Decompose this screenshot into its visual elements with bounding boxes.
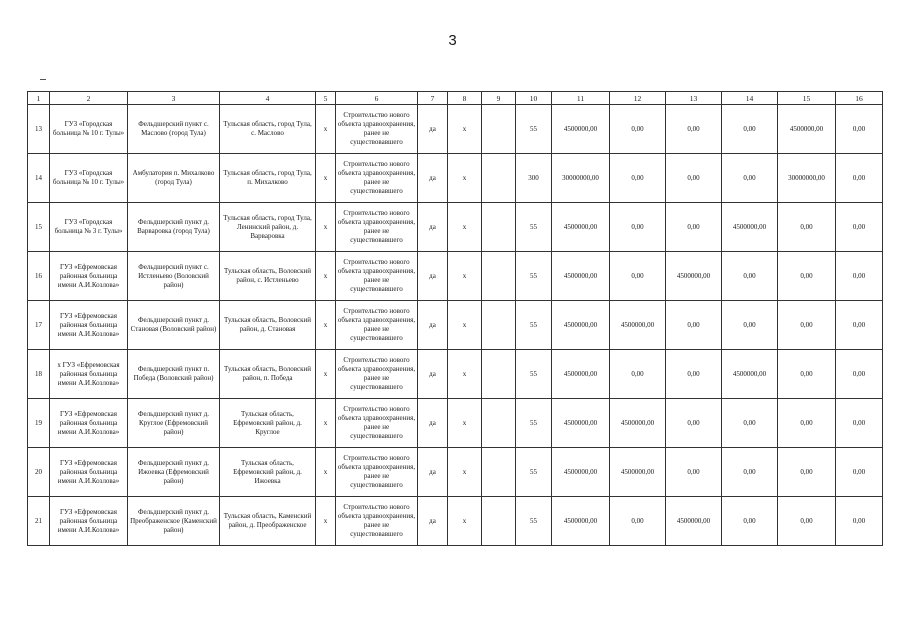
table-cell: Тульская область, Каменский район, д. Преображенское xyxy=(220,497,316,546)
table-cell: х xyxy=(316,301,336,350)
table-cell xyxy=(482,399,516,448)
column-header: 3 xyxy=(128,92,220,105)
table-cell: 0,00 xyxy=(836,497,883,546)
table-cell xyxy=(482,497,516,546)
table-cell: Амбулатория п. Михалково (город Тула) xyxy=(128,154,220,203)
table-cell: х xyxy=(448,105,482,154)
table-cell: 55 xyxy=(516,203,552,252)
table-cell xyxy=(482,448,516,497)
table-cell: 0,00 xyxy=(666,399,722,448)
table-cell: х xyxy=(316,497,336,546)
table-cell: 0,00 xyxy=(778,497,836,546)
table-cell: 0,00 xyxy=(778,203,836,252)
table-cell: 0,00 xyxy=(722,154,778,203)
table-cell: 4500000,00 xyxy=(722,350,778,399)
table-cell: 18 xyxy=(28,350,50,399)
table-cell: ГУЗ «Городская больница № 10 г. Тулы» xyxy=(50,105,128,154)
table-cell: 4500000,00 xyxy=(552,105,610,154)
column-header: 16 xyxy=(836,92,883,105)
table-cell: х xyxy=(448,252,482,301)
page-number: 3 xyxy=(448,32,457,49)
table-cell: 0,00 xyxy=(778,399,836,448)
table-cell: 0,00 xyxy=(666,448,722,497)
table-cell: 0,00 xyxy=(836,399,883,448)
table-cell: Строительство нового объекта здравоохранения, ранее не существовавшего xyxy=(336,497,418,546)
table-cell: 0,00 xyxy=(778,350,836,399)
table-cell: 16 xyxy=(28,252,50,301)
table-cell: 0,00 xyxy=(778,448,836,497)
table-cell: 0,00 xyxy=(666,105,722,154)
table-cell: Фельдшерский пункт д. Круглое (Ефремовский район) xyxy=(128,399,220,448)
column-header: 9 xyxy=(482,92,516,105)
table-cell xyxy=(482,203,516,252)
table-cell: да xyxy=(418,105,448,154)
table-cell xyxy=(482,252,516,301)
table-cell: х xyxy=(448,399,482,448)
table-cell: ГУЗ «Ефремовская районная больница имени А.И.Козлова» xyxy=(50,497,128,546)
table-cell xyxy=(482,154,516,203)
column-header: 4 xyxy=(220,92,316,105)
table-cell: Строительство нового объекта здравоохранения, ранее не существовавшего xyxy=(336,448,418,497)
table-cell: 4500000,00 xyxy=(552,497,610,546)
column-header: 14 xyxy=(722,92,778,105)
table-cell: Строительство нового объекта здравоохранения, ранее не существовавшего xyxy=(336,203,418,252)
table-cell: 0,00 xyxy=(836,154,883,203)
table-cell: Тульская область, Воловский район, д. Становая xyxy=(220,301,316,350)
table-cell: Фельдшерский пункт п. Победа (Воловский район) xyxy=(128,350,220,399)
column-header: 15 xyxy=(778,92,836,105)
table-cell: Тульская область, город Тула, с. Маслово xyxy=(220,105,316,154)
table-cell: х xyxy=(448,350,482,399)
table-cell: х xyxy=(316,399,336,448)
column-header: 11 xyxy=(552,92,610,105)
column-header: 12 xyxy=(610,92,666,105)
table-cell: 0,00 xyxy=(836,203,883,252)
table-cell: 4500000,00 xyxy=(610,448,666,497)
table-cell: 4500000,00 xyxy=(552,350,610,399)
table-cell: 4500000,00 xyxy=(552,448,610,497)
table-cell: ГУЗ «Городская больница № 10 г. Тулы» xyxy=(50,154,128,203)
table-cell: 0,00 xyxy=(722,301,778,350)
table-cell xyxy=(482,301,516,350)
table-cell: 0,00 xyxy=(666,203,722,252)
table-cell: да xyxy=(418,448,448,497)
table-cell: Тульская область, город Тула, Ленинский район, д. Варваровка xyxy=(220,203,316,252)
column-header: 5 xyxy=(316,92,336,105)
table-cell: х xyxy=(448,301,482,350)
table-cell: да xyxy=(418,350,448,399)
column-header: 6 xyxy=(336,92,418,105)
table-cell: х xyxy=(316,252,336,301)
table-cell: Фельдшерский пункт д. Варваровка (город Тула) xyxy=(128,203,220,252)
table-cell: 0,00 xyxy=(778,301,836,350)
table-cell xyxy=(482,350,516,399)
table-cell: х xyxy=(316,350,336,399)
table-cell: 4500000,00 xyxy=(552,399,610,448)
table-cell: Тульская область, Воловский район, п. Победа xyxy=(220,350,316,399)
table-cell: Фельдшерский пункт д. Становая (Воловский район) xyxy=(128,301,220,350)
table-cell: х xyxy=(316,448,336,497)
table-row xyxy=(28,399,883,448)
table-cell: Тульская область, Воловский район, с. Истленьево xyxy=(220,252,316,301)
table-cell: 0,00 xyxy=(610,203,666,252)
table-row xyxy=(28,203,883,252)
table-cell: 55 xyxy=(516,350,552,399)
table-cell: да xyxy=(418,203,448,252)
table-cell: Тульская область, Ефремовский район, д. Ижоевка xyxy=(220,448,316,497)
table-row xyxy=(28,350,883,399)
table-row xyxy=(28,448,883,497)
table-cell: 4500000,00 xyxy=(552,252,610,301)
table-cell: Строительство нового объекта здравоохранения, ранее не существовавшего xyxy=(336,399,418,448)
column-header: 10 xyxy=(516,92,552,105)
table-cell: Строительство нового объекта здравоохранения, ранее не существовавшего xyxy=(336,105,418,154)
table-cell: Строительство нового объекта здравоохранения, ранее не существовавшего xyxy=(336,301,418,350)
table-cell: 0,00 xyxy=(610,252,666,301)
table-row xyxy=(28,154,883,203)
table-cell: ГУЗ «Ефремовская районная больница имени А.И.Козлова» xyxy=(50,448,128,497)
table-row xyxy=(28,497,883,546)
table-cell: 20 xyxy=(28,448,50,497)
column-header: 1 xyxy=(28,92,50,105)
table-cell: 13 xyxy=(28,105,50,154)
table-cell: х ГУЗ «Ефремовская районная больница имени А.И.Козлова» xyxy=(50,350,128,399)
table-cell: Фельдшерский пункт д. Ижоевка (Ефремовский район) xyxy=(128,448,220,497)
table-cell: 55 xyxy=(516,301,552,350)
table-cell: Фельдшерский пункт д. Преображенское (Каменский район) xyxy=(128,497,220,546)
table-cell: да xyxy=(418,252,448,301)
table-cell: ГУЗ «Ефремовская районная больница имени А.И.Козлова» xyxy=(50,252,128,301)
table-cell: 0,00 xyxy=(778,252,836,301)
table-cell: 4500000,00 xyxy=(778,105,836,154)
table-cell: 30000000,00 xyxy=(552,154,610,203)
table-cell: 4500000,00 xyxy=(666,497,722,546)
table-cell: 0,00 xyxy=(836,301,883,350)
table-cell: 0,00 xyxy=(666,350,722,399)
table-cell: х xyxy=(448,448,482,497)
table-cell: 0,00 xyxy=(836,252,883,301)
margin-mark xyxy=(40,79,46,80)
table-cell: 300 xyxy=(516,154,552,203)
table-cell: 4500000,00 xyxy=(552,301,610,350)
column-header: 8 xyxy=(448,92,482,105)
column-header: 13 xyxy=(666,92,722,105)
table-cell: 55 xyxy=(516,448,552,497)
table-cell: Тульская область, Ефремовский район, д. Круглое xyxy=(220,399,316,448)
table-row xyxy=(28,105,883,154)
table-cell: 0,00 xyxy=(836,448,883,497)
table-cell: 0,00 xyxy=(722,497,778,546)
table-cell: ГУЗ «Городская больница № 3 г. Тулы» xyxy=(50,203,128,252)
document-table xyxy=(27,91,883,546)
table-cell: 0,00 xyxy=(610,105,666,154)
table-cell: Фельдшерский пункт с. Истленьево (Воловский район) xyxy=(128,252,220,301)
table-cell: 21 xyxy=(28,497,50,546)
table-cell: 4500000,00 xyxy=(610,301,666,350)
table-cell: 55 xyxy=(516,497,552,546)
column-header: 7 xyxy=(418,92,448,105)
table-cell: 4500000,00 xyxy=(610,399,666,448)
table-cell: х xyxy=(316,105,336,154)
table-cell: Строительство нового объекта здравоохранения, ранее не существовавшего xyxy=(336,154,418,203)
table-cell: 0,00 xyxy=(610,350,666,399)
table-cell: 0,00 xyxy=(722,105,778,154)
table-cell: Тульская область, город Тула, п. Михалково xyxy=(220,154,316,203)
header-row xyxy=(28,92,883,105)
table-cell: 0,00 xyxy=(836,105,883,154)
table-cell: 4500000,00 xyxy=(552,203,610,252)
table-cell: 14 xyxy=(28,154,50,203)
table-cell: 4500000,00 xyxy=(666,252,722,301)
table-row xyxy=(28,301,883,350)
table-cell xyxy=(482,105,516,154)
table-cell: 0,00 xyxy=(722,399,778,448)
table-cell: 55 xyxy=(516,105,552,154)
table-cell: 15 xyxy=(28,203,50,252)
table-cell: 0,00 xyxy=(836,350,883,399)
table-cell: Фельдшерский пункт с. Маслово (город Тула) xyxy=(128,105,220,154)
table-cell: 0,00 xyxy=(722,252,778,301)
table-cell: 0,00 xyxy=(722,448,778,497)
table-cell: х xyxy=(448,154,482,203)
table-cell: х xyxy=(448,203,482,252)
table-cell: 4500000,00 xyxy=(722,203,778,252)
table-cell: да xyxy=(418,399,448,448)
table-cell: х xyxy=(448,497,482,546)
table-cell: 0,00 xyxy=(610,497,666,546)
table-cell: 0,00 xyxy=(666,301,722,350)
table-cell: 0,00 xyxy=(666,154,722,203)
table-cell: да xyxy=(418,154,448,203)
table-cell: 17 xyxy=(28,301,50,350)
table-cell: да xyxy=(418,301,448,350)
table-cell: Строительство нового объекта здравоохранения, ранее не существовавшего xyxy=(336,350,418,399)
table-cell: 55 xyxy=(516,399,552,448)
table-row xyxy=(28,252,883,301)
table-cell: 55 xyxy=(516,252,552,301)
table-cell: 19 xyxy=(28,399,50,448)
table-cell: ГУЗ «Ефремовская районная больница имени А.И.Козлова» xyxy=(50,399,128,448)
table-cell: х xyxy=(316,203,336,252)
table-cell: ГУЗ «Ефремовская районная больница имени А.И.Козлова» xyxy=(50,301,128,350)
table-cell: х xyxy=(316,154,336,203)
table-cell: 30000000,00 xyxy=(778,154,836,203)
column-header: 2 xyxy=(50,92,128,105)
table-cell: да xyxy=(418,497,448,546)
table-cell: 0,00 xyxy=(610,154,666,203)
table-cell: Строительство нового объекта здравоохранения, ранее не существовавшего xyxy=(336,252,418,301)
